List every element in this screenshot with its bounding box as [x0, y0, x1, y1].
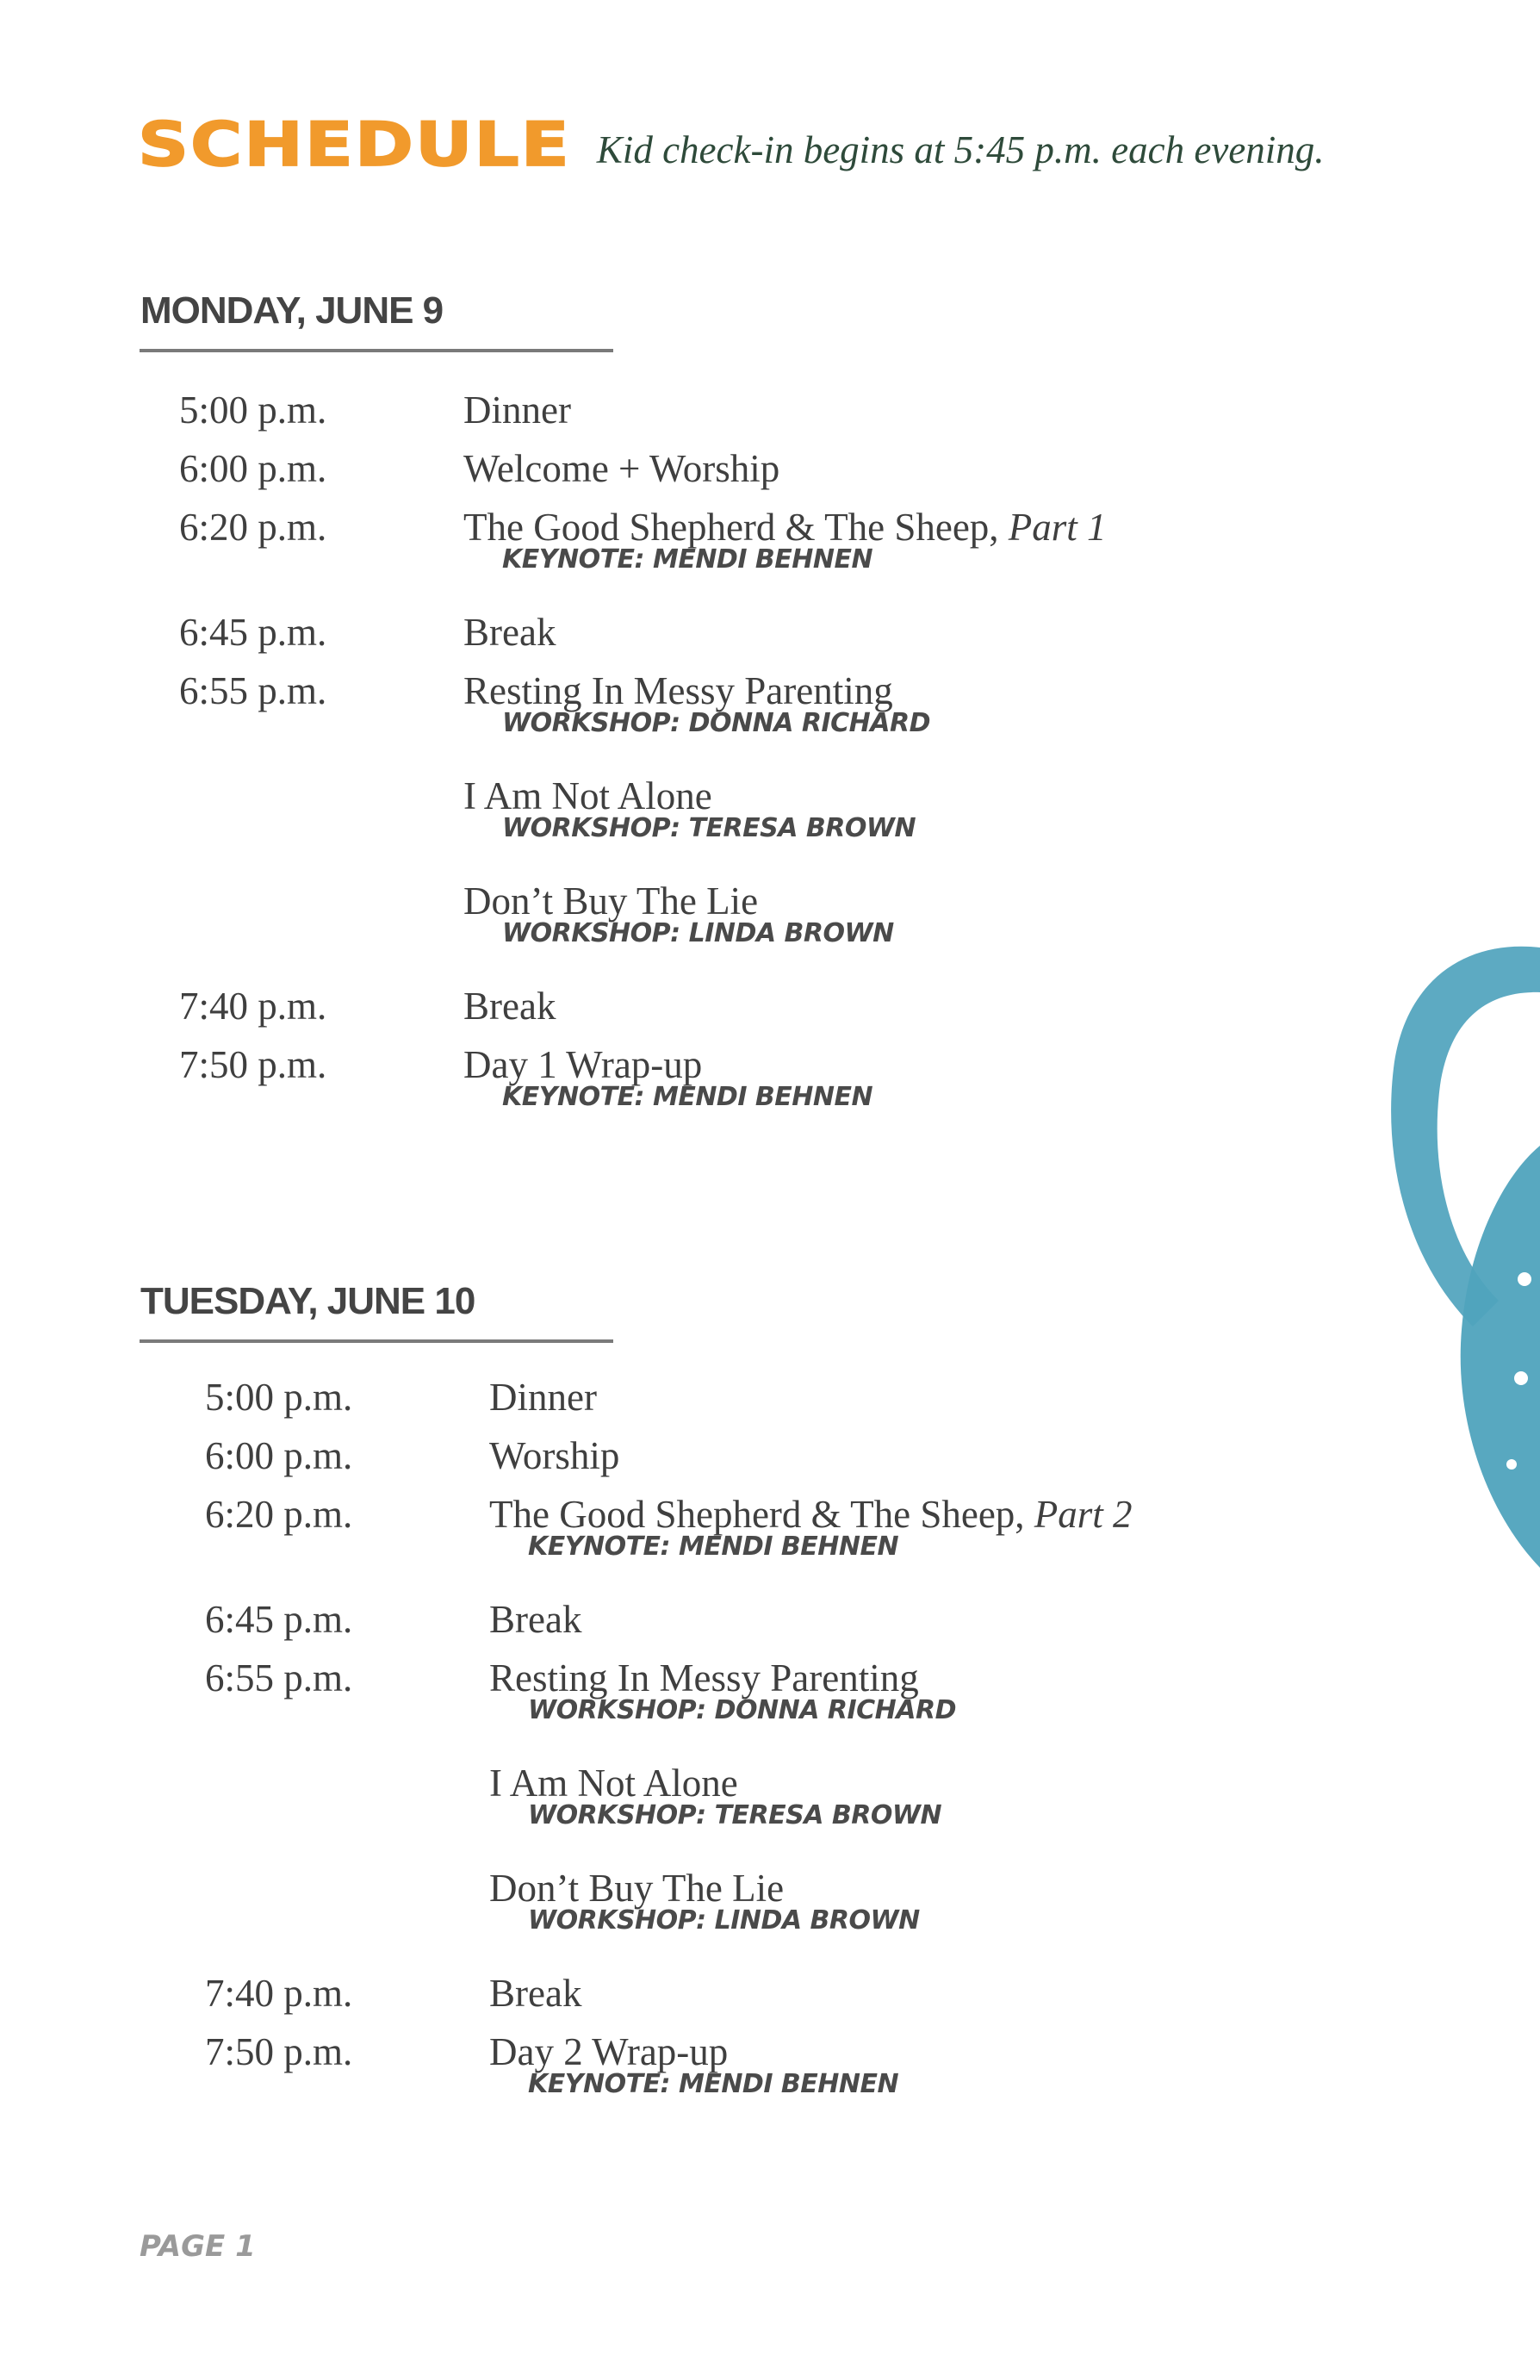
event-title	[463, 603, 556, 662]
schedule-event	[205, 1649, 1497, 1754]
event-time: 6:20 p.m.	[205, 1493, 353, 1536]
event-time: 7:50 p.m.	[205, 2030, 353, 2073]
schedule-event	[205, 1754, 1497, 1859]
schedule-event	[205, 1964, 1497, 2023]
schedule-event	[205, 1368, 1497, 1426]
event-time: 5:00 p.m.	[205, 1376, 353, 1419]
event-title-text: I Am Not Alone	[489, 1762, 738, 1805]
event-time: 6:55 p.m.	[205, 1656, 353, 1700]
event-details	[463, 1035, 872, 1140]
event-details	[489, 2023, 898, 2128]
event-title-text: Break	[463, 985, 556, 1028]
page-subtitle: Kid check-in begins at 5:45 p.m. each evening.	[596, 128, 1325, 171]
schedule-event	[205, 2023, 1497, 2128]
event-title-text: Welcome + Worship	[463, 447, 780, 490]
event-speaker: WORKSHOP: DONNA RICHARD	[502, 708, 930, 738]
event-time: 7:40 p.m.	[179, 985, 327, 1028]
event-title	[489, 1426, 619, 1485]
event-title-text: Dinner	[489, 1376, 597, 1419]
event-title-text: Break	[463, 611, 556, 654]
event-title	[489, 1590, 581, 1649]
event-title-text: Dinner	[463, 388, 571, 432]
event-time: 6:00 p.m.	[205, 1434, 353, 1477]
schedule-event	[205, 1426, 1497, 1485]
event-details	[463, 767, 916, 872]
event-speaker: WORKSHOP: TERESA BROWN	[502, 813, 916, 843]
schedule-event	[205, 1590, 1497, 1649]
event-details	[463, 872, 894, 977]
page-number: PAGE 1	[140, 2229, 256, 2264]
event-details	[463, 439, 779, 498]
event-details	[489, 1649, 956, 1754]
day-heading-monday: MONDAY, JUNE 9	[140, 289, 444, 332]
event-time: 6:55 p.m.	[179, 669, 327, 712]
event-title-text: Day 2 Wrap-up	[489, 2030, 729, 2073]
schedule-event	[179, 767, 1471, 872]
schedule-event	[179, 439, 1471, 498]
event-speaker: KEYNOTE: MENDI BEHNEN	[502, 544, 873, 575]
event-details	[463, 977, 556, 1035]
event-title-text: The Good Shepherd & The Sheep,	[489, 1493, 1034, 1536]
event-speaker: WORKSHOP: DONNA RICHARD	[528, 1695, 956, 1725]
day-heading-tuesday: TUESDAY, JUNE 10	[140, 1280, 475, 1322]
schedule-event	[179, 1035, 1471, 1140]
schedule-event	[205, 1859, 1497, 1964]
event-title	[463, 381, 571, 439]
event-time: 5:00 p.m.	[179, 388, 327, 432]
event-title-text: Worship	[489, 1434, 620, 1477]
event-details	[489, 1485, 1133, 1590]
teapot-illustration	[1309, 930, 1540, 1585]
schedule-event	[205, 1485, 1497, 1590]
event-title-text: Break	[489, 1598, 582, 1641]
event-speaker: WORKSHOP: LINDA BROWN	[528, 1905, 920, 1936]
event-details	[489, 1590, 581, 1649]
event-details	[463, 498, 1107, 603]
event-time: 6:45 p.m.	[179, 611, 327, 654]
event-details	[463, 381, 571, 439]
event-title-text: The Good Shepherd & The Sheep,	[463, 506, 1009, 549]
schedule-event	[179, 662, 1471, 767]
schedule-event	[179, 977, 1471, 1035]
event-title-text: Resting In Messy Parenting	[463, 669, 893, 712]
event-speaker: KEYNOTE: MENDI BEHNEN	[528, 1532, 899, 1562]
event-title-text: Break	[489, 1972, 582, 2015]
event-part: Part 1	[1008, 506, 1107, 549]
event-details	[463, 603, 556, 662]
event-details	[489, 1964, 581, 2023]
event-time: 6:00 p.m.	[179, 447, 327, 490]
day-divider-monday	[140, 349, 613, 352]
schedule-list-tuesday	[205, 1368, 1497, 2128]
event-title-text: I Am Not Alone	[463, 774, 712, 817]
event-details	[489, 1426, 619, 1485]
event-speaker: KEYNOTE: MENDI BEHNEN	[528, 2069, 899, 2099]
day-divider-tuesday	[140, 1339, 613, 1343]
event-title-text: Resting In Messy Parenting	[489, 1656, 919, 1700]
page-header	[138, 110, 1325, 181]
event-details	[489, 1859, 920, 1964]
schedule-list-monday	[179, 381, 1471, 1140]
schedule-event	[179, 872, 1471, 977]
event-title-text: Don’t Buy The Lie	[489, 1867, 785, 1910]
event-title	[489, 1964, 581, 2023]
teapot-dot	[1514, 1371, 1528, 1385]
event-speaker: WORKSHOP: TERESA BROWN	[528, 1800, 942, 1830]
event-details	[489, 1368, 597, 1426]
event-part: Part 2	[1034, 1493, 1133, 1536]
schedule-event	[179, 381, 1471, 439]
event-time: 6:20 p.m.	[179, 506, 327, 549]
event-speaker: WORKSHOP: LINDA BROWN	[502, 918, 894, 948]
teapot-dot	[1506, 1459, 1517, 1470]
teapot-body	[1461, 1146, 1540, 1568]
event-title-text: Don’t Buy The Lie	[463, 879, 759, 923]
event-title	[463, 977, 556, 1035]
event-details	[463, 662, 930, 767]
teapot-dot	[1518, 1272, 1531, 1286]
event-speaker: KEYNOTE: MENDI BEHNEN	[502, 1082, 873, 1112]
schedule-event	[179, 603, 1471, 662]
event-details	[489, 1754, 941, 1859]
schedule-event	[179, 498, 1471, 603]
event-title	[489, 1368, 597, 1426]
event-time: 7:50 p.m.	[179, 1043, 327, 1086]
event-title-text: Day 1 Wrap-up	[463, 1043, 703, 1086]
page-title: SCHEDULE	[138, 109, 571, 181]
event-time: 6:45 p.m.	[205, 1598, 353, 1641]
event-title	[463, 439, 779, 498]
event-time: 7:40 p.m.	[205, 1972, 353, 2015]
